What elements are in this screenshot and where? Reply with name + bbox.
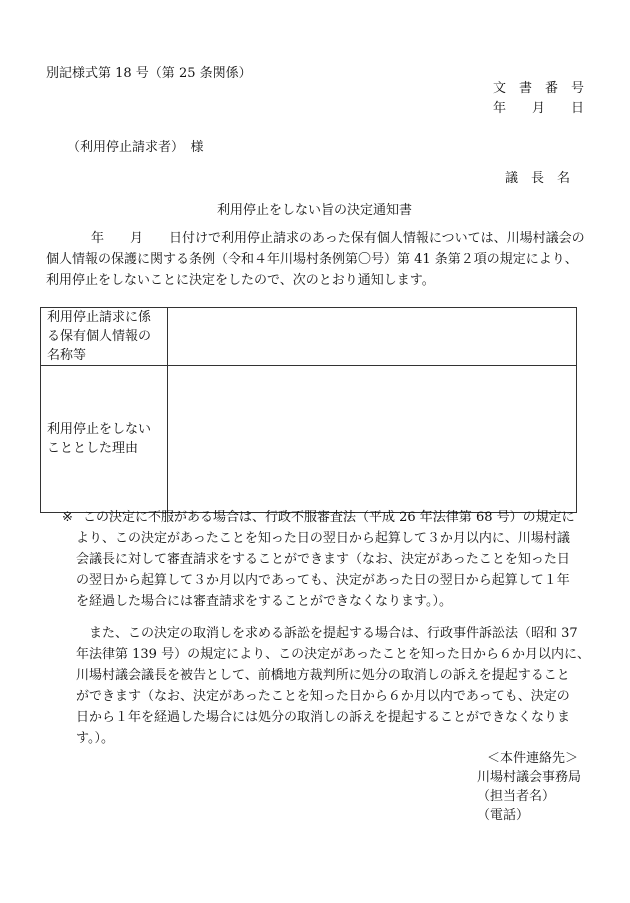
intro-line: 利用停止をしないことに決定をしたので、次のとおり通知します。 <box>46 273 435 288</box>
appeal-note-paragraph <box>76 507 575 612</box>
label-line: 利用停止請求に係 <box>47 310 152 325</box>
note-line: 会議長に対して審査請求をすることができます（なお、決定があったことを知った日 <box>76 552 570 567</box>
reason-value <box>168 366 577 513</box>
label-line: 利用停止をしない <box>47 422 152 437</box>
label-line: る保有個人情報の <box>47 329 152 344</box>
intro-line: 個人情報の保護に関する条例（令和４年川場村条例第〇号）第 41 条第２項の規定により、 <box>46 252 578 267</box>
sender-name: 議 長 名 <box>504 171 570 186</box>
contact-person: （担当者名） <box>477 789 556 804</box>
notice-table <box>40 307 577 513</box>
note-line: また、この決定の取消しを求める訴訟を提起する場合は、行政事件訴訟法（昭和 37 <box>89 626 578 641</box>
info-name-label <box>41 308 168 366</box>
date-line: 年 月 日 <box>492 101 584 116</box>
addressee: （利用停止請求者） 様 <box>67 140 204 155</box>
contact-phone: （電話） <box>477 808 530 823</box>
note-line: この決定に不服がある場合は、行政不服審査法（平成 26 年法律第 68 号）の規定に <box>83 510 575 525</box>
contact-heading: ＜本件連絡先＞ <box>487 751 579 766</box>
note-line: 川場村議会議長を被告として、前橋地方裁判所に処分の取消しの訴えを提起すること <box>76 668 570 683</box>
lawsuit-note-paragraph <box>76 623 590 749</box>
note-line: 日から１年を経過した場合には処分の取消しの訴えを提起することができなくなりま <box>76 710 571 725</box>
document-title: 利用停止をしない旨の決定通知書 <box>217 203 413 218</box>
note-line: を経過した場合には審査請求をすることができなくなります。）。 <box>76 594 452 609</box>
label-line: こととした理由 <box>47 441 139 456</box>
intro-paragraph <box>46 228 585 291</box>
info-name-value <box>168 308 577 366</box>
contact-office: 川場村議会事務局 <box>477 770 582 785</box>
table-row <box>41 366 577 513</box>
note-line: の翌日から起算して３か月以内であっても、決定があった日の翌日から起算して１年 <box>76 573 570 588</box>
note-mark: ※ <box>62 510 73 525</box>
document-number: 文 書 番 号 <box>492 81 584 96</box>
note-line: 年法律第 139 号）の規定により、この決定があったことを知った日から６か月以内に、 <box>76 647 590 662</box>
table-row <box>41 308 577 366</box>
intro-line: 年 月 日付けで利用停止請求のあった保有個人情報については、川場村議会の <box>91 231 585 246</box>
label-line: 名称等 <box>47 348 87 363</box>
note-line: す。）。 <box>76 731 114 746</box>
reason-label <box>41 366 168 513</box>
note-line: より、この決定があったことを知った日の翌日から起算して３か月以内に、川場村議 <box>76 531 570 546</box>
form-id: 別記様式第 18 号（第 25 条関係） <box>46 66 252 81</box>
note-line: ができます（なお、決定があったことを知った日から６か月以内であっても、決定の <box>76 689 570 704</box>
